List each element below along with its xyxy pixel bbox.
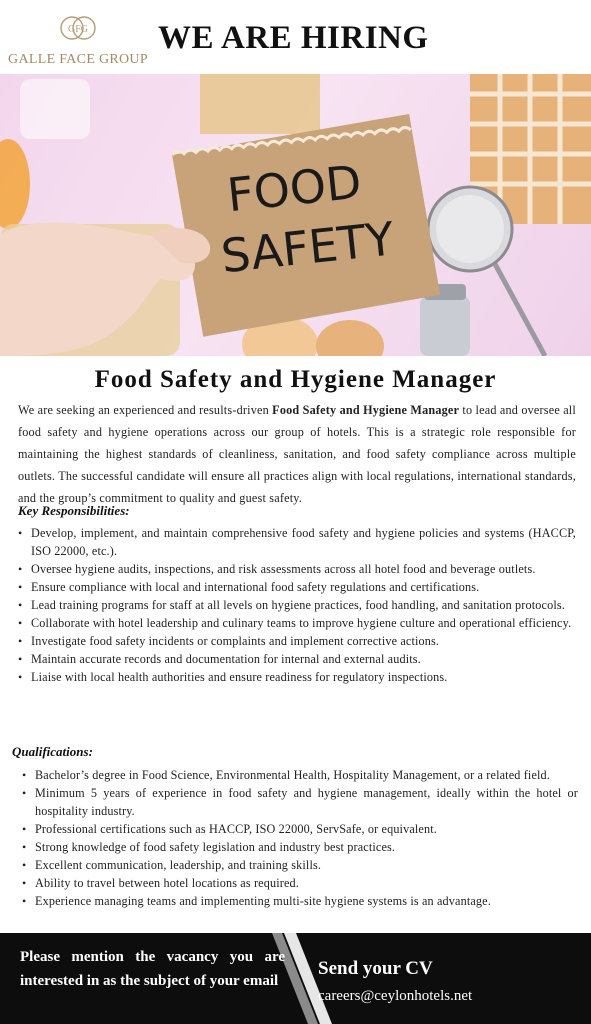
footer (0, 933, 591, 1024)
qualifications-list (22, 766, 578, 910)
egg-shape (316, 320, 384, 356)
logo-monogram-text: GFG (67, 24, 89, 35)
list-item: • Excellent communication, leadership, and training skills. (22, 856, 578, 874)
list-item: • Bachelor’s degree in Food Science, Environmental Health, Hospitality Management, or a related field. (22, 766, 578, 784)
list-item: • Investigate food safety incidents or complaints and implement corrective actions. (18, 632, 576, 650)
list-item: • Lead training programs for staff at all levels on hygiene practices, food handling, and sanitation protocols. (18, 596, 576, 614)
list-item: • Minimum 5 years of experience in food safety and hygiene management, ideally within the hotel or hospitality industry. (22, 784, 578, 820)
logo-monogram-icon (60, 12, 96, 44)
company-logo (8, 12, 148, 68)
list-item: • Liaise with local health authorities and ensure readiness for regulatory inspections. (18, 668, 576, 686)
hero-illustration (0, 74, 591, 356)
logo-text: GALLE FACE GROUP (8, 52, 148, 67)
job-title: Food Safety and Hygiene Manager (94, 366, 497, 393)
food-safety-note (170, 113, 442, 338)
contact-email-link[interactable]: careers@ceylonhotels.net (318, 988, 473, 1004)
list-item: • Develop, implement, and maintain comprehensive food safety and hygiene policies and systems (HACCP, ISO 22000, etc.). (18, 524, 576, 560)
list-item: • Ability to travel between hotel locations as required. (22, 874, 578, 892)
list-item: • Professional certifications such as HACCP, ISO 22000, ServSafe, or equivalent. (22, 820, 578, 838)
job-intro (18, 399, 576, 509)
footer-note: Please mention the vacancy you are interested in as the subject of your email (20, 949, 285, 989)
intro-text-start: We are seeking an experienced and results-driven (18, 403, 273, 417)
note-line-1: FOOD (224, 154, 364, 223)
intro-text-end: to lead and oversee all food safety and hygiene operations across our group of hotels. This is a strategic role responsible for maintaining the highest standards of cleanliness, sanitation, and food safety compliance across multiple outlets. The successful candidate will ensure all practices align with local regulations, international standards, and the group’s commitment to quality and guest safety. (18, 403, 576, 505)
qualifications-heading: Qualifications: (12, 744, 93, 759)
hero-image (0, 74, 591, 356)
list-item: • Oversee hygiene audits, inspections, and risk assessments across all hotel food and beverage outlets. (18, 560, 576, 578)
list-item: • Strong knowledge of food safety legislation and industry best practices. (22, 838, 578, 856)
glass-bottle-shape (20, 79, 90, 139)
orange-slice-shape (0, 139, 30, 229)
list-item: • Ensure compliance with local and international food safety regulations and certifications. (18, 578, 576, 596)
list-item: • Maintain accurate records and documentation for internal and external audits. (18, 650, 576, 668)
intro-job-title: Food Safety and Hygiene Manager (272, 403, 460, 417)
bread-shape (200, 74, 320, 134)
list-item: • Experience managing teams and implementing multi-site hygiene systems is an advantage. (22, 892, 578, 910)
list-item: • Collaborate with hotel leadership and culinary teams to improve hygiene culture and operational efficiency. (18, 614, 576, 632)
header (0, 0, 591, 74)
note-line-2: SAFETY (218, 211, 397, 284)
send-cv-heading: Send your CV (318, 958, 433, 979)
responsibilities-heading: Key Responsibilities: (18, 503, 130, 518)
hiring-headline: WE ARE HIRING (158, 20, 429, 56)
responsibilities-list (18, 524, 576, 686)
